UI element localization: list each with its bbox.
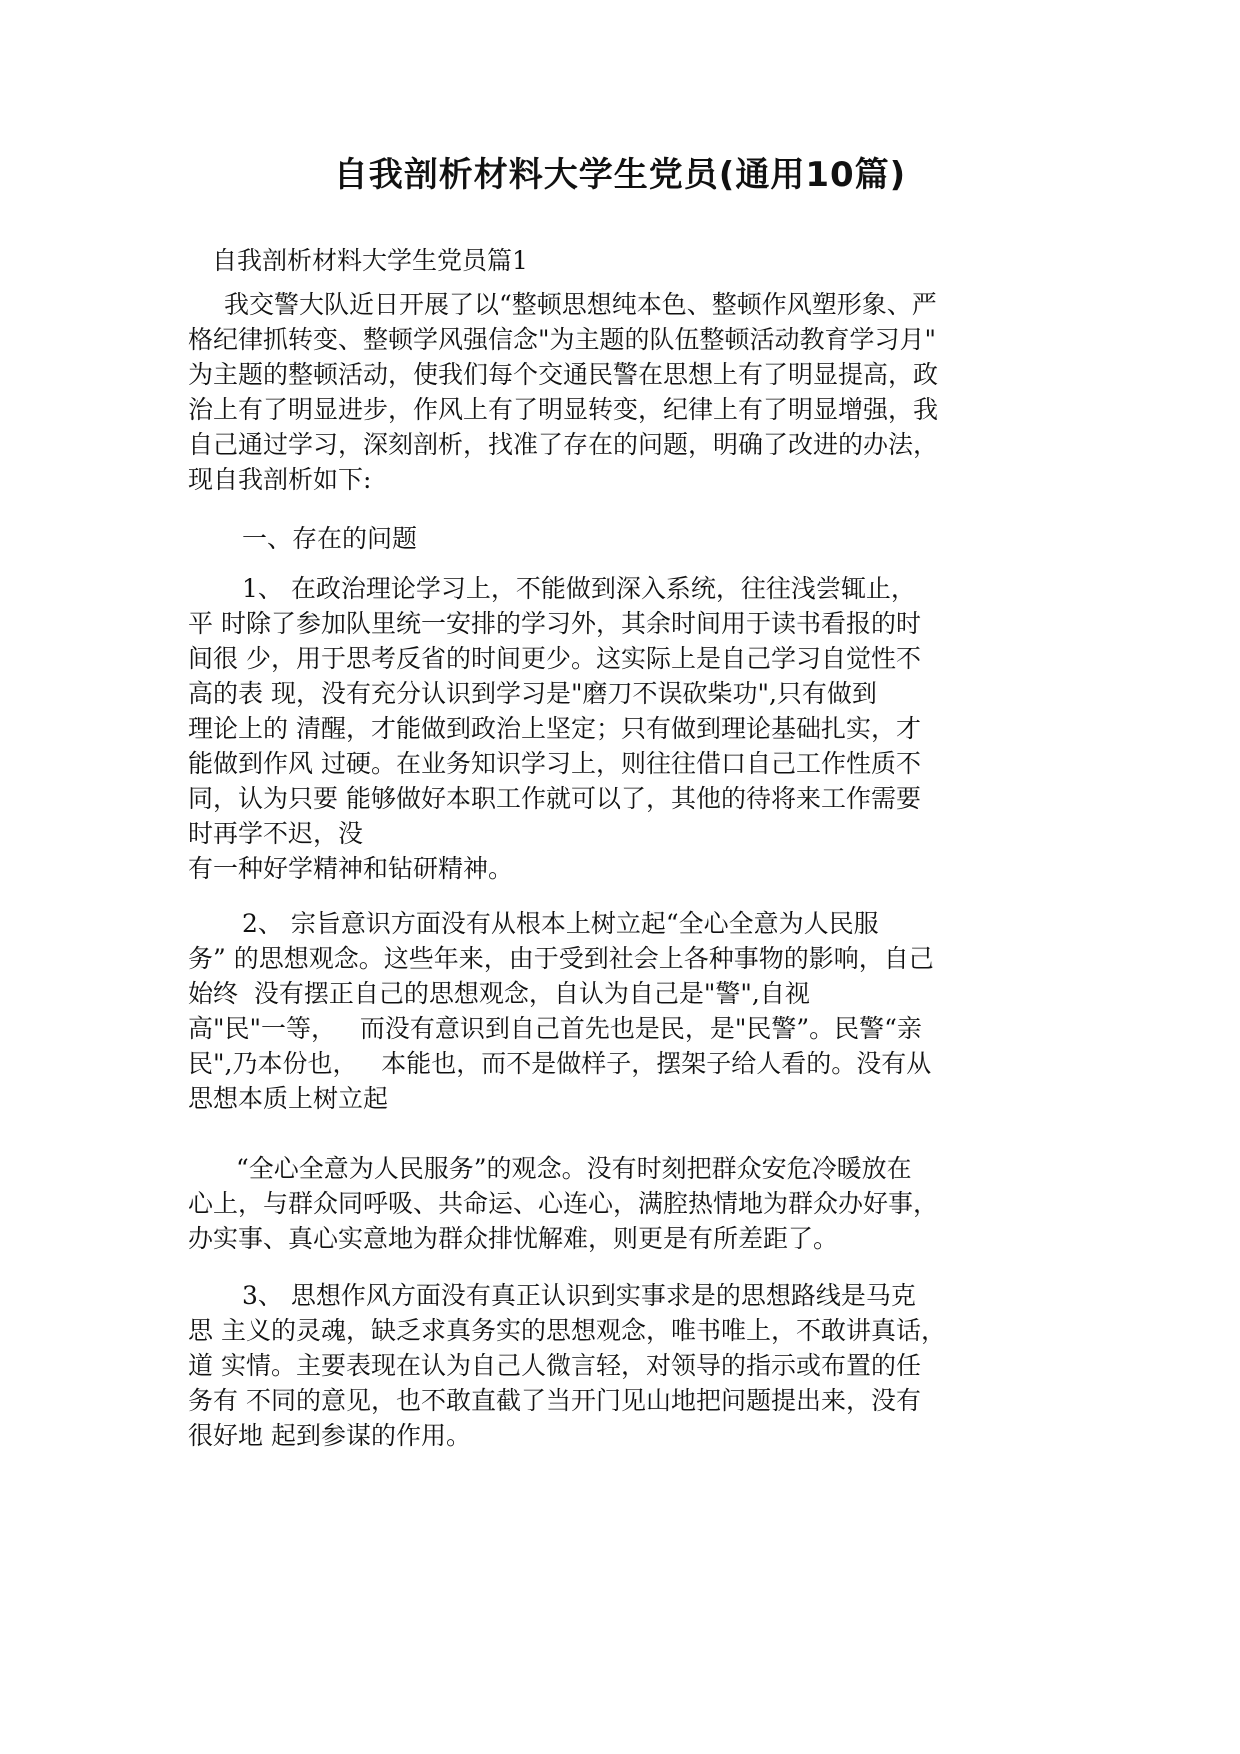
item2-line: 2、 宗旨意识方面没有从根本上树立起“全心全意为人民服 — [242, 909, 879, 938]
section-heading: 自我剖析材料大学生党员篇1 — [212, 246, 528, 275]
item1-line: 1、 在政治理论学习上，不能做到深入系统，往往浅尝辄止， — [242, 574, 916, 603]
intro-line: 为主题的整顿活动，使我们每个交通民警在思想上有了明显提高，政 — [188, 360, 939, 389]
item1-line: 高的表 现，没有充分认识到学习是"磨刀不误砍柴功",只有做到 — [188, 679, 877, 708]
problems-heading: 一、存在的问题 — [242, 524, 418, 553]
item1-line: 能做到作风 过硬。在业务知识学习上，则往往借口自己工作性质不 — [188, 749, 921, 778]
item1-line: 同，认为只要 能够做好本职工作就可以了，其他的待将来工作需要 — [188, 784, 921, 813]
item2b-line: 心上，与群众同呼吸、共命运、心连心，满腔热情地为群众办好事， — [188, 1189, 939, 1218]
item2-line: 高"民"一等， 而没有意识到自己首先也是民，是"民警”。民警“亲 — [188, 1014, 922, 1043]
item2-line: 思想本质上树立起 — [188, 1084, 389, 1113]
intro-line: 治上有了明显进步，作风上有了明显转变，纪律上有了明显增强，我 — [188, 395, 939, 424]
item1-line: 平 时除了参加队里统一安排的学习外，其余时间用于读书看报的时 — [188, 609, 921, 638]
item3-line: 务有 不同的意见，也不敢直截了当开门见山地把问题提出来，没有 — [188, 1386, 921, 1415]
item2-line: 民",乃本份也， 本能也，而不是做样子，摆架子给人看的。没有从 — [188, 1049, 932, 1078]
item1-line: 时再学不迟，没 — [188, 819, 364, 848]
item1-line: 有一种好学精神和钻研精神。 — [188, 854, 514, 883]
item2-line: 务” 的思想观念。这些年来，由于受到社会上各种事物的影响，自己 — [188, 944, 934, 973]
item2-line: 始终 没有摆正自己的思想观念，自认为自己是"警",自视 — [188, 979, 810, 1008]
intro-line: 我交警大队近日开展了以“整顿思想纯本色、整顿作风塑形象、严 — [224, 290, 937, 319]
document-title: 自我剖析材料大学生党员(通用10篇) — [333, 155, 907, 195]
intro-line: 现自我剖析如下: — [188, 465, 372, 494]
item3-line: 3、 思想作风方面没有真正认识到实事求是的思想路线是马克 — [242, 1281, 916, 1310]
item2b-line: “全心全意为人民服务”的观念。没有时刻把群众安危冷暖放在 — [236, 1154, 912, 1183]
intro-line: 自己通过学习，深刻剖析，找准了存在的问题，明确了改进的办法， — [188, 430, 939, 459]
item1-line: 间很 少，用于思考反省的时间更少。这实际上是自己学习自觉性不 — [188, 644, 921, 673]
item3-line: 思 主义的灵魂，缺乏求真务实的思想观念，唯书唯上，不敢讲真话， — [188, 1316, 946, 1345]
item2b-line: 办实事、真心实意地为群众排忧解难，则更是有所差距了。 — [188, 1224, 839, 1253]
item1-line: 理论上的 清醒，才能做到政治上坚定；只有做到理论基础扎实，才 — [188, 714, 921, 743]
intro-line: 格纪律抓转变、整顿学风强信念"为主题的队伍整顿活动教育学习月" — [188, 325, 937, 354]
item3-line: 道 实情。主要表现在认为自己人微言轻，对领导的指示或布置的任 — [188, 1351, 921, 1380]
item3-line: 很好地 起到参谋的作用。 — [188, 1421, 471, 1450]
